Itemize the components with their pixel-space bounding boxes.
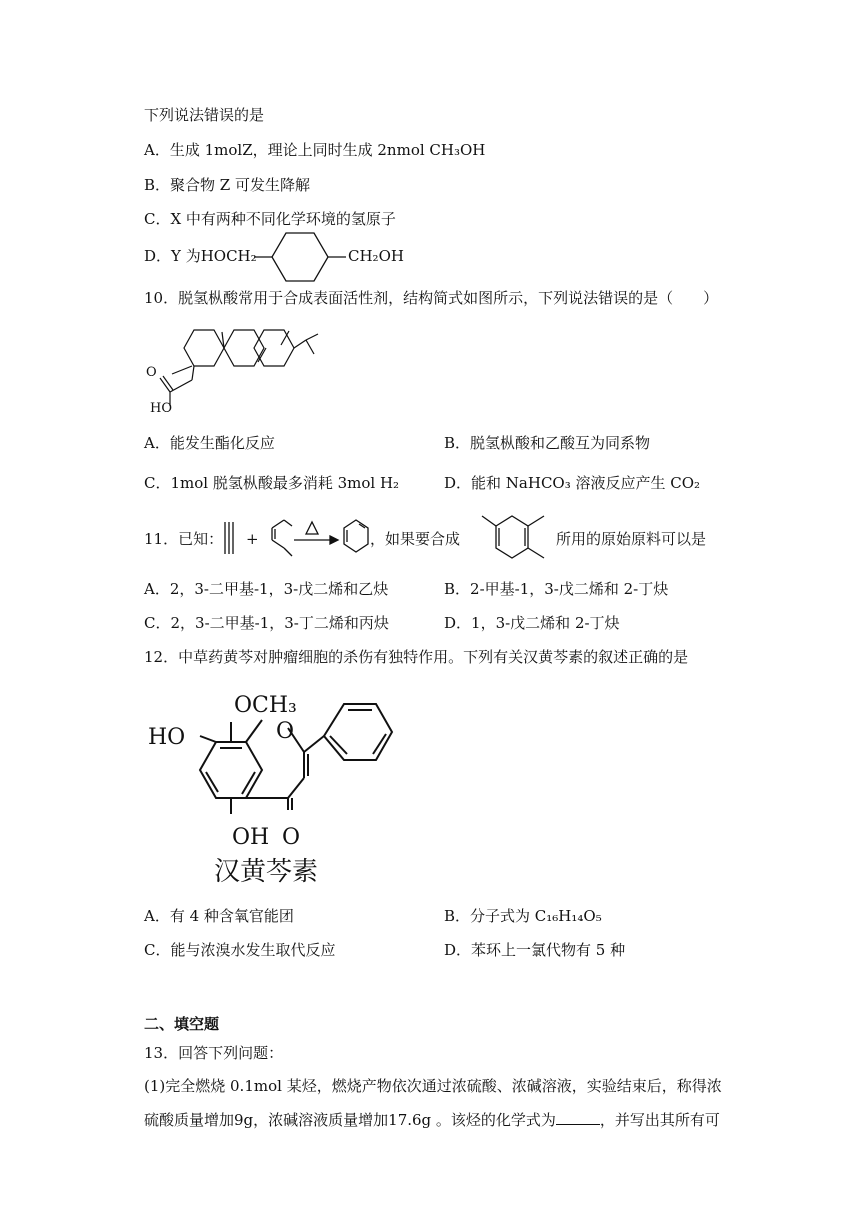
q13-stem: 13．回答下列问题： [144,1044,284,1062]
section-title-fill-in: 二、填空题 [144,1015,220,1033]
q12-option-d: D．苯环上一氯代物有 5 种 [444,941,626,959]
wogonin-structure [140,680,420,890]
q13-part1-line1: (1)完全燃烧 0.1mol 某烃，燃烧产物依次通过浓硫酸、浓碱溶液，实验结束后，称得浓 [144,1077,722,1095]
q9-stem: 下列说法错误的是 [144,106,265,124]
q11-option-d: D．1，3-戊二烯和 2-丁炔 [444,614,620,632]
q12-label-keto-o: O [282,825,301,850]
q13-part1-text-b: ，并写出其所有可 [599,1111,720,1129]
q10-stem: 10．脱氢枞酸常用于合成表面活性剂，结构简式如图所示，下列说法错误的是（ ） [144,289,719,307]
q9-option-d-prefix: D．Y 为HOCH₂ [144,247,257,265]
q10-option-b: B．脱氢枞酸和乙酸互为同系物 [444,434,651,452]
q11-option-a: A．2，3-二甲基-1，3-戊二烯和乙炔 [144,580,389,598]
q13-part1-text-a: 硫酸质量增加9g，浓碱溶液质量增加17.6g 。该烃的化学式为 [144,1111,556,1129]
q10-option-d: D．能和 NaHCO₃ 溶液反应产生 CO₂ [444,474,701,492]
q10-label-o: O [146,365,157,380]
q11-option-c: C．2，3-二甲基-1，3-丁二烯和丙炔 [144,614,389,632]
q11-stem-prefix: 11．已知： [144,530,224,548]
q10-option-c: C．1mol 脱氢枞酸最多消耗 3mol H₂ [144,474,400,492]
q9-option-b: B．聚合物 Z 可发生降解 [144,176,310,194]
q12-label-och3: OCH₃ [234,693,297,718]
target-cyclohexadiene-structure [472,506,562,572]
q12-label-ring-o: O [276,719,295,744]
q12-stem: 12．中草药黄芩对肿瘤细胞的杀伤有独特作用。下列有关汉黄芩素的叙述正确的是 [144,648,689,666]
diels-alder-reaction-scheme [222,510,382,570]
q9-option-c: C．X 中有两种不同化学环境的氢原子 [144,210,396,228]
q12-compound-caption: 汉黄芩素 [214,857,319,887]
q9-option-d-suffix: CH₂OH [348,247,404,265]
dehydroabietic-acid-structure [142,318,342,418]
q10-label-ho: HO [150,401,172,416]
q10-option-a: A．能发生酯化反应 [144,434,275,452]
q11-stem-suffix: 所用的原始原料可以是 [556,530,707,548]
q13-part1-line2 [144,1110,720,1130]
q11-stem-mid: ，如果要合成 [370,530,461,548]
q13-answer-blank[interactable] [556,1110,600,1125]
q9-option-a: A．生成 1molZ，理论上同时生成 2nmol CH₃OH [144,141,486,159]
q12-option-a: A．有 4 种含氧官能团 [144,907,294,925]
q12-label-ho: HO [148,725,186,750]
q11-plus-sign: + [246,530,259,548]
q12-option-c: C．能与浓溴水发生取代反应 [144,941,336,959]
q11-option-b: B．2-甲基-1，3-戊二烯和 2-丁炔 [444,580,669,598]
q12-label-oh: OH [232,825,270,850]
cyclohexane-structure [254,228,346,286]
q12-option-b: B．分子式为 C₁₆H₁₄O₅ [444,907,602,925]
